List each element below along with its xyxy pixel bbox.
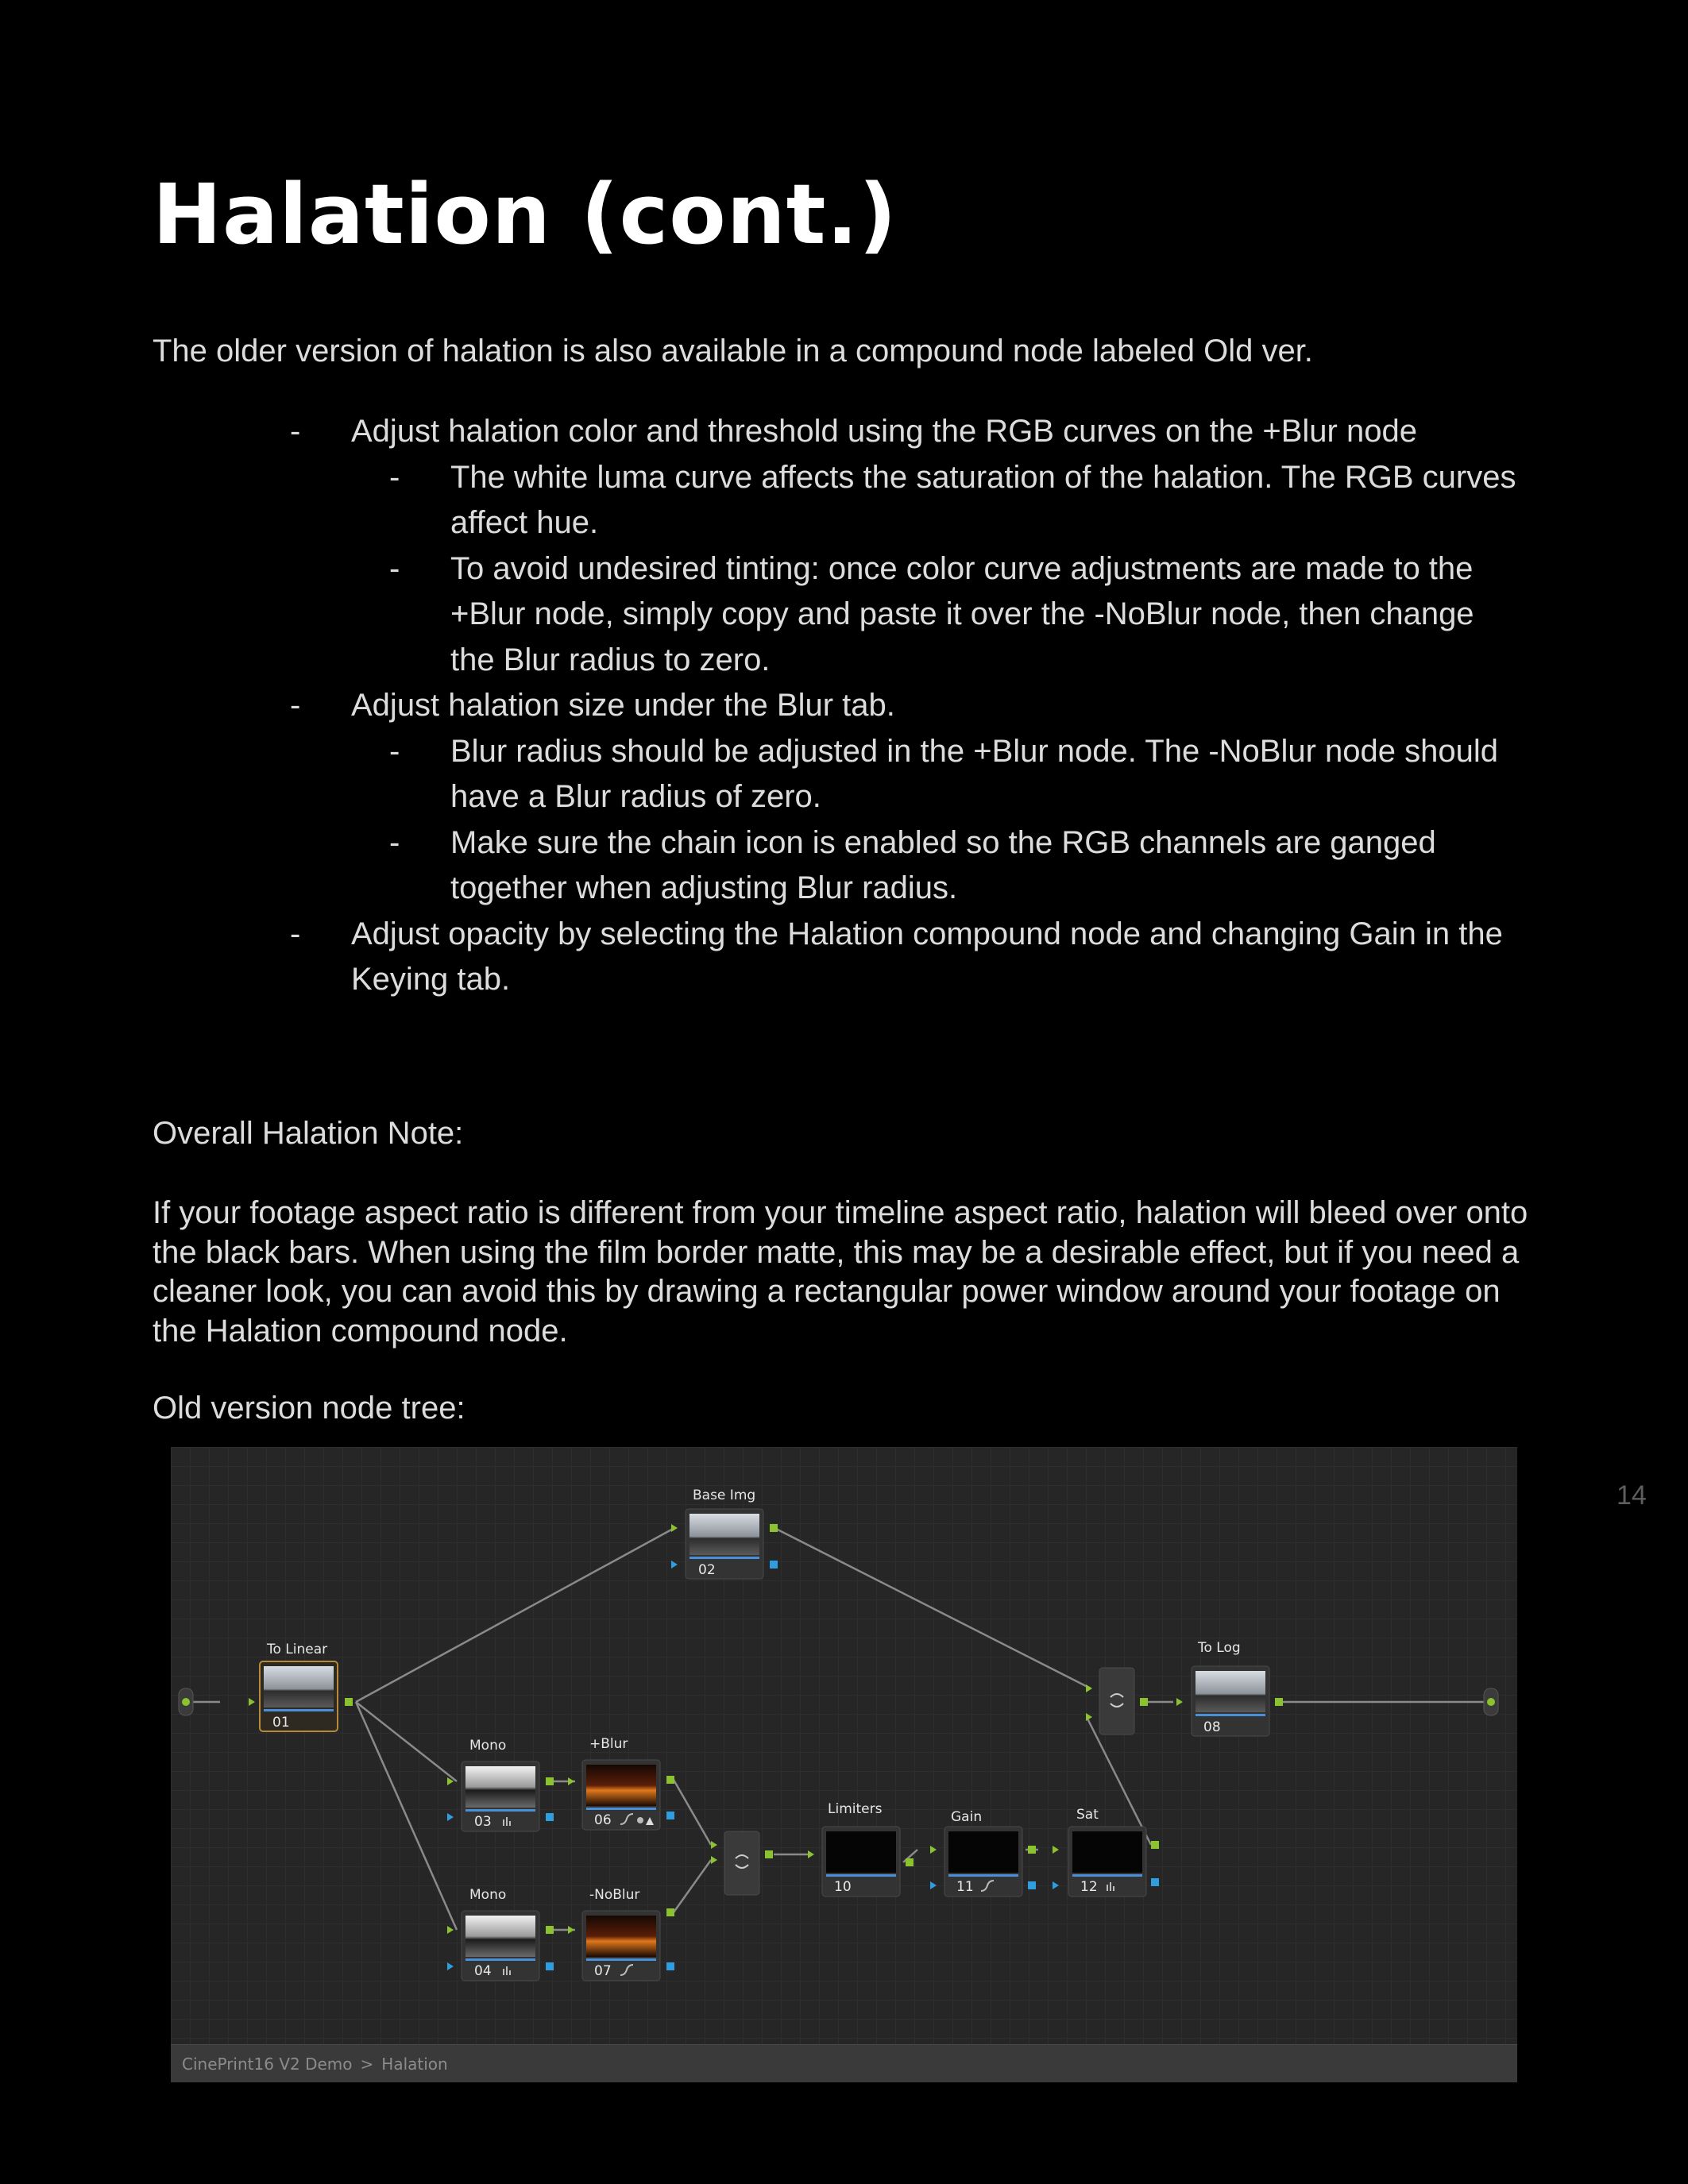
node-number: 10 [834,1879,852,1895]
input-arrow [671,1524,678,1532]
rgb-output-port[interactable] [345,1698,353,1706]
node-label: Mono [469,1738,507,1754]
key-output-port[interactable] [546,1813,554,1821]
chevron-right-icon: > [360,2055,374,2074]
breadcrumb [171,2044,1517,2082]
sub-bullet-item [389,729,1527,820]
rgb-output-port[interactable] [1275,1698,1283,1706]
node-02[interactable] [686,1488,763,1579]
note-heading: Overall Halation Note: [153,1116,464,1151]
page-number: 14 [1617,1480,1647,1511]
blur-icon [637,1817,643,1823]
input-arrow [568,1777,574,1785]
node-number: 11 [956,1879,974,1895]
node-number: 07 [594,1963,612,1979]
node-number: 08 [1203,1719,1221,1735]
bullet-text: Adjust halation color and threshold using the RGB curves on the +Blur node [351,414,1417,449]
mixer-node[interactable] [724,1831,759,1895]
node-label: To Log [1198,1640,1241,1656]
node-label: Limiters [828,1801,883,1817]
bullet-dash: - [389,733,400,769]
bullet-dash: - [389,824,400,860]
input-arrow [1086,1684,1092,1692]
bullet-item [290,912,1527,1003]
rgb-output-port[interactable] [666,1908,674,1916]
node-12[interactable] [1068,1807,1146,1897]
bullet-dash: - [389,459,400,495]
node-number: 02 [698,1562,716,1578]
key-output-port[interactable] [1028,1881,1036,1889]
key-output-port[interactable] [666,1812,674,1819]
node-06[interactable] [582,1736,660,1830]
bullet-item [290,683,1527,729]
input-arrow [1053,1846,1059,1854]
input-arrow [568,1926,574,1934]
mixer-node[interactable] [1099,1668,1134,1734]
breadcrumb-project[interactable]: CinePrint16 V2 Demo [182,2055,353,2074]
bullet-item [290,409,1527,455]
node-number: 04 [474,1963,492,1979]
input-arrow [711,1841,717,1849]
bullet-dash: - [389,550,400,586]
bullet-text: Make sure the chain icon is enabled so the RGB channels are ganged together when adjusting Blur radius. [450,824,1436,905]
graph-output-dot [1487,1698,1495,1706]
bullet-dash: - [290,688,301,723]
node-01[interactable] [260,1642,338,1731]
key-input-arrow [1053,1881,1059,1889]
bullet-text: The white luma curve affects the saturation of the halation. The RGB curves affect hue. [450,459,1516,540]
input-arrow [249,1698,255,1706]
node-number: 01 [272,1715,290,1731]
key-input-arrow [671,1561,678,1569]
bullet-text: To avoid undesired tinting: once color curve adjustments are made to the +Blur node, simply copy and paste it over the -NoBlur node, then change the Blur radius to zero. [450,550,1474,677]
node-graph-screenshot [171,1447,1517,2082]
page-title: Halation (cont.) [153,166,898,263]
key-input-arrow [447,1813,454,1821]
breadcrumb-current[interactable]: Halation [381,2055,448,2074]
rgb-output-port[interactable] [1151,1841,1159,1849]
input-arrow [447,1926,454,1934]
rgb-output-port[interactable] [1028,1846,1036,1854]
sub-bullet-item [389,455,1527,546]
bullet-text: Adjust opacity by selecting the Halation compound node and changing Gain in the Keying tab. [351,916,1503,997]
input-arrow [1176,1698,1183,1706]
intro-paragraph: The older version of halation is also available in a compound node labeled Old ver. [153,334,1313,369]
rgb-output-port[interactable] [770,1524,778,1532]
node-08[interactable] [1192,1640,1269,1736]
input-arrow [930,1846,937,1854]
rgb-output-port[interactable] [765,1850,773,1858]
old-tree-label: Old version node tree: [153,1391,465,1426]
node-07[interactable] [582,1887,660,1981]
rgb-output-port[interactable] [666,1776,674,1784]
node-10[interactable] [822,1801,900,1897]
node-label: To Linear [267,1642,328,1657]
node-03[interactable] [462,1738,539,1831]
graph-input-dot [182,1698,190,1706]
sub-bullet-item [389,546,1527,684]
node-graph-canvas [171,1447,1517,2044]
sub-bullet-item [389,820,1527,912]
node-label: -NoBlur [589,1887,640,1903]
rgb-output-port[interactable] [906,1858,914,1866]
input-arrow [808,1850,814,1858]
bullet-dash: - [290,916,301,951]
key-output-port[interactable] [770,1561,778,1569]
node-label: Gain [951,1809,983,1825]
key-output-port[interactable] [1151,1878,1159,1886]
node-04[interactable] [462,1887,539,1981]
rgb-output-port[interactable] [1140,1698,1148,1706]
bullet-text: Adjust halation size under the Blur tab. [351,688,895,723]
node-label: Sat [1076,1807,1099,1823]
node-label: +Blur [589,1736,628,1752]
node-label: Base Img [693,1488,756,1503]
rgb-output-port[interactable] [546,1777,554,1785]
bullet-dash: - [290,414,301,449]
bullet-text: Blur radius should be adjusted in the +Blur node. The -NoBlur node should have a Blur radius of zero. [450,733,1499,814]
node-label: Mono [469,1887,507,1903]
node-11[interactable] [944,1809,1022,1897]
key-input-arrow [447,1962,454,1970]
node-number: 12 [1080,1879,1098,1895]
bullet-list [0,409,1688,1003]
key-input-arrow [930,1881,937,1889]
note-body: If your footage aspect ratio is different from your timeline aspect ratio, halation will bleed over onto the black bars. When using the film border matte, this may be a desirable effect, but if you need a cleaner look, you can avoid this by drawing a rectangular power window around your footage on the Halation compound node. [153,1195,1528,1349]
key-output-port[interactable] [546,1962,554,1970]
rgb-output-port[interactable] [546,1926,554,1934]
key-output-port[interactable] [666,1962,674,1970]
node-number: 06 [594,1812,612,1828]
node-number: 03 [474,1814,492,1830]
input-arrow [711,1856,717,1864]
